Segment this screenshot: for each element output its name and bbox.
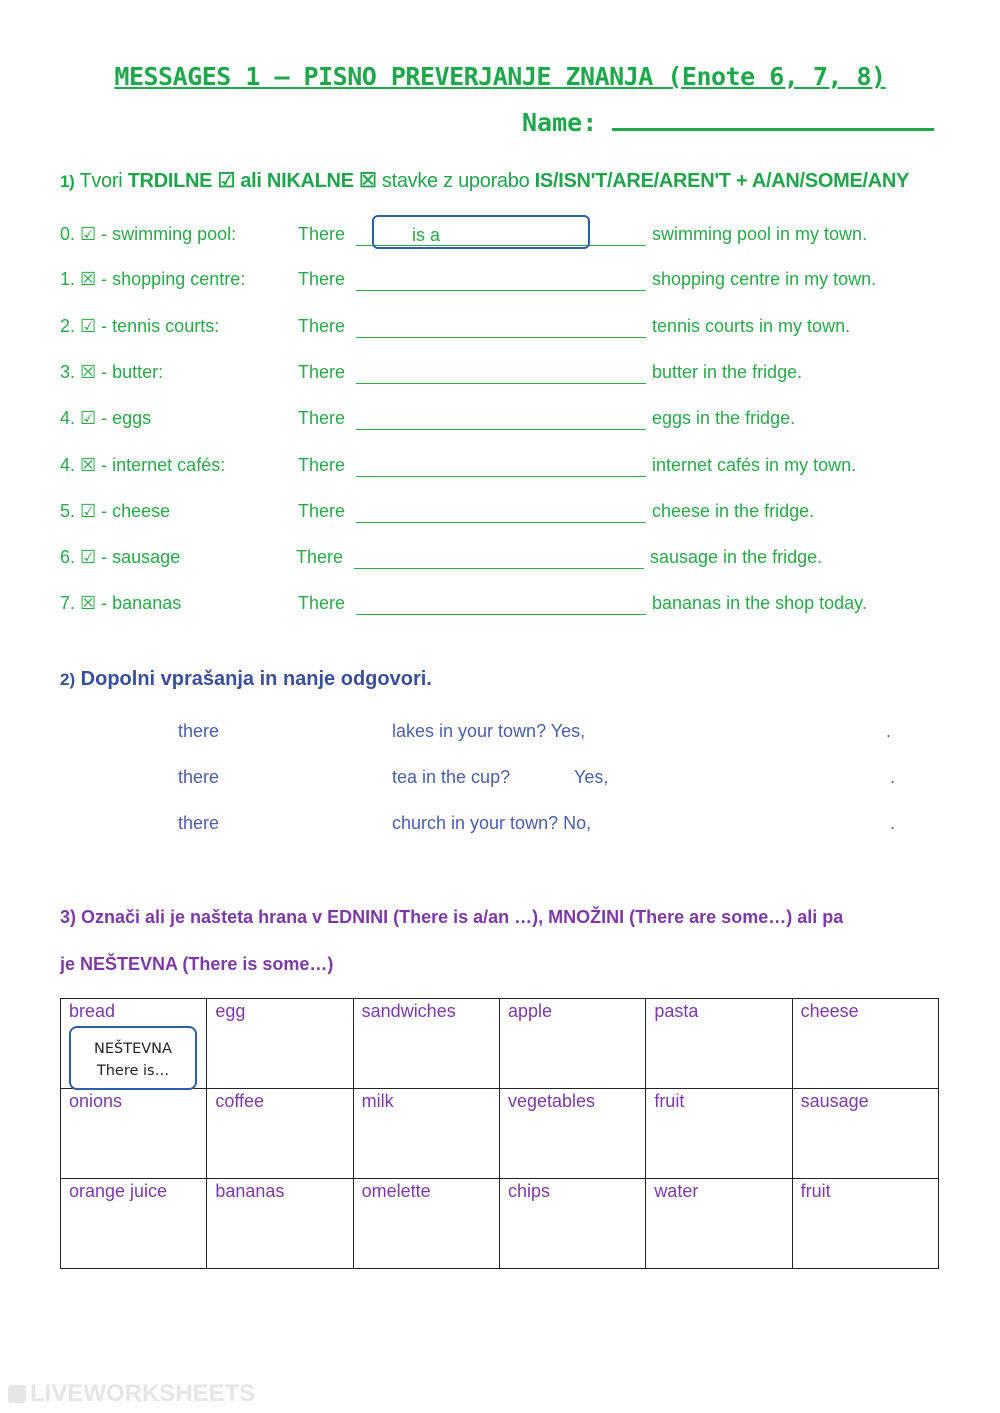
there-word: there <box>178 767 220 787</box>
answer-blank[interactable] <box>356 316 646 338</box>
food-cell[interactable]: onions <box>61 1089 207 1179</box>
question-text: lakes in your town? Yes, <box>392 721 586 741</box>
example-answer-input[interactable]: is a <box>372 215 590 249</box>
task3-instruction-line2: je NEŠTEVNA (There is some…) <box>60 954 334 974</box>
there-word: There <box>298 269 346 289</box>
period: . <box>890 813 896 833</box>
row-rest: swimming pool in my town. <box>652 224 868 244</box>
food-cell[interactable]: sandwiches <box>353 999 499 1089</box>
row-label: 7. ☒ - bananas <box>60 593 182 613</box>
row-label: 6. ☑ - sausage <box>60 547 181 567</box>
food-cell[interactable]: milk <box>353 1089 499 1179</box>
food-cell[interactable]: water <box>646 1179 792 1269</box>
row-rest: eggs in the fridge. <box>652 408 796 428</box>
there-word: there <box>178 813 220 833</box>
tag-line1: NEŠTEVNA <box>94 1041 172 1057</box>
name-label: Name: <box>522 108 613 137</box>
row-label: 2. ☑ - tennis courts: <box>60 316 220 336</box>
there-word: There <box>298 316 346 336</box>
food-cell[interactable]: cheese <box>792 999 938 1089</box>
tag-line2: There is… <box>96 1063 170 1079</box>
row-rest: bananas in the shop today. <box>652 593 867 613</box>
answer-blank[interactable] <box>356 362 646 384</box>
there-word: There <box>298 455 346 475</box>
task2-number: 2) <box>60 670 76 689</box>
food-cell[interactable]: coffee <box>207 1089 353 1179</box>
there-word: There <box>298 593 346 613</box>
answer-blank[interactable] <box>354 547 644 569</box>
food-cell[interactable]: chips <box>499 1179 645 1269</box>
row-label: 4. ☒ - internet cafés: <box>60 455 226 475</box>
row-label: 1. ☒ - shopping centre: <box>60 269 246 289</box>
there-word: There <box>298 501 346 521</box>
answer-blank[interactable] <box>356 269 646 291</box>
food-cell[interactable]: apple <box>499 999 645 1089</box>
row-label: 4. ☑ - eggs <box>60 408 152 428</box>
there-word: There <box>298 408 346 428</box>
answer-blank[interactable] <box>356 593 646 615</box>
task2-title-text: Dopolni vprašanja in nanje odgovori. <box>75 668 432 690</box>
yes-word: Yes, <box>574 767 609 787</box>
question-text: church in your town? No, <box>392 813 592 833</box>
food-cell[interactable]: orange juice <box>61 1179 207 1269</box>
row-label: 3. ☒ - butter: <box>60 362 164 382</box>
task1-bold-b: IS/ISN'T/ARE/AREN'T + A/AN/SOME/ANY <box>534 170 910 192</box>
task1-text-b: stavke z uporabo <box>376 170 535 192</box>
task1-bold-a: TRDILNE ☑ ali NIKALNE ☒ <box>127 170 377 192</box>
row-label: 5. ☑ - cheese <box>60 501 171 521</box>
task3-instruction-line1: 3) Označi ali je naštetа hrana v EDNINI (There is a/an …), MNOŽINI (There are some…) ali pa <box>60 907 844 927</box>
row-rest: tennis courts in my town. <box>652 316 851 336</box>
food-cell[interactable]: omelette <box>353 1179 499 1269</box>
there-word: There <box>296 547 344 567</box>
food-cell[interactable]: sausage <box>792 1089 938 1179</box>
there-word: there <box>178 721 220 741</box>
food-cell[interactable]: fruit <box>792 1179 938 1269</box>
row-rest: cheese in the fridge. <box>652 501 815 521</box>
page-title: MESSAGES 1 – PISNO PREVERJANJE ZNANJA (Enote 6, 7, 8) <box>114 62 886 91</box>
food-cell[interactable]: fruit <box>646 1089 792 1179</box>
there-word: There <box>298 362 346 382</box>
food-cell: bread <box>61 999 207 1089</box>
task1-text-a: Tvori <box>74 170 128 192</box>
row-rest: sausage in the fridge. <box>650 547 823 567</box>
answer-blank[interactable] <box>356 501 646 523</box>
name-input[interactable] <box>612 104 934 131</box>
table-row <box>61 1179 939 1269</box>
food-cell[interactable]: bananas <box>207 1179 353 1269</box>
liveworksheets-logo-icon <box>8 1385 26 1403</box>
answer-blank[interactable] <box>356 455 646 477</box>
watermark <box>8 1380 255 1408</box>
example-category-tag[interactable] <box>69 1026 197 1090</box>
row-rest: shopping centre in my town. <box>652 269 877 289</box>
table-row <box>61 1089 939 1179</box>
row-rest: butter in the fridge. <box>652 362 803 382</box>
food-cell[interactable]: vegetables <box>499 1089 645 1179</box>
row-label: 0. ☑ - swimming pool: <box>60 224 237 244</box>
period: . <box>890 767 896 787</box>
there-word: There <box>298 224 346 244</box>
task2-instruction <box>60 668 432 691</box>
task1-instruction <box>60 168 909 193</box>
food-cell[interactable]: egg <box>207 999 353 1089</box>
watermark-text: LIVEWORKSHEETS <box>30 1380 256 1407</box>
question-text: tea in the cup? <box>392 767 511 787</box>
answer-blank[interactable] <box>356 408 646 430</box>
name-field <box>522 104 934 137</box>
task1-number: 1) <box>60 172 75 191</box>
period: . <box>886 721 892 741</box>
food-cell[interactable]: pasta <box>646 999 792 1089</box>
row-rest: internet cafés in my town. <box>652 455 857 475</box>
